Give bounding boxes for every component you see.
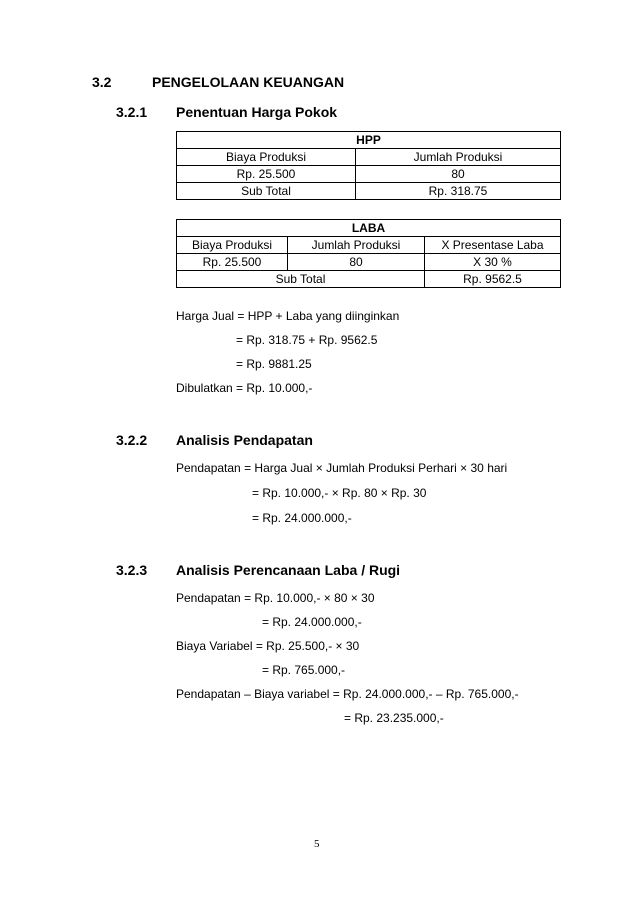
hpp-table-title: HPP — [177, 132, 561, 149]
selisih-result: = Rp. 23.235.000,- — [344, 711, 444, 725]
subsection-number-1: 3.2.1 — [116, 104, 148, 120]
pendapatan-step-1: = Rp. 10.000,- × Rp. 80 × Rp. 30 — [252, 486, 427, 500]
laba-pendapatan-line: Pendapatan = Rp. 10.000,- × 80 × 30 — [176, 591, 375, 605]
dibulatkan-line: Dibulatkan = Rp. 10.000,- — [176, 381, 313, 395]
hpp-header-jumlah: Jumlah Produksi — [356, 149, 561, 166]
laba-subtotal-value: Rp. 9562.5 — [425, 271, 561, 288]
section-number: 3.2 — [92, 74, 112, 90]
pendapatan-line: Pendapatan = Harga Jual × Jumlah Produksi Perhari × 30 hari — [176, 461, 508, 475]
selisih-line: Pendapatan – Biaya variabel = Rp. 24.000.000,- – Rp. 765.000,- — [176, 687, 519, 701]
pendapatan-step-2: = Rp. 24.000.000,- — [252, 511, 352, 525]
subsection-title-3: Analisis Perencanaan Laba / Rugi — [176, 562, 401, 578]
hpp-cell-biaya: Rp. 25.500 — [177, 166, 356, 183]
harga-jual-step-1: = Rp. 318.75 + Rp. 9562.5 — [236, 333, 378, 347]
laba-table-title: LABA — [177, 220, 561, 237]
laba-header-jumlah: Jumlah Produksi — [288, 237, 425, 254]
hpp-table — [176, 131, 561, 200]
hpp-subtotal-value: Rp. 318.75 — [356, 183, 561, 200]
laba-pendapatan-result: = Rp. 24.000.000,- — [262, 615, 362, 629]
laba-subtotal-label: Sub Total — [177, 271, 425, 288]
subsection-number-3: 3.2.3 — [116, 562, 148, 578]
laba-table — [176, 219, 561, 288]
laba-cell-persentase: X 30 % — [425, 254, 561, 271]
page-number: 5 — [314, 838, 320, 850]
hpp-header-biaya: Biaya Produksi — [177, 149, 356, 166]
laba-cell-jumlah: 80 — [288, 254, 425, 271]
biaya-variabel-line: Biaya Variabel = Rp. 25.500,- × 30 — [176, 639, 360, 653]
section-title: PENGELOLAAN KEUANGAN — [152, 74, 345, 90]
harga-jual-line: Harga Jual = HPP + Laba yang diinginkan — [176, 309, 400, 323]
laba-cell-biaya: Rp. 25.500 — [177, 254, 288, 271]
subsection-number-2: 3.2.2 — [116, 432, 148, 448]
laba-header-persentase: X Presentase Laba — [425, 237, 561, 254]
biaya-variabel-result: = Rp. 765.000,- — [262, 663, 346, 677]
hpp-cell-jumlah: 80 — [356, 166, 561, 183]
subsection-title-1: Penentuan Harga Pokok — [176, 104, 338, 120]
hpp-subtotal-label: Sub Total — [177, 183, 356, 200]
harga-jual-step-2: = Rp. 9881.25 — [236, 357, 312, 371]
subsection-title-2: Analisis Pendapatan — [176, 432, 313, 448]
laba-header-biaya: Biaya Produksi — [177, 237, 288, 254]
